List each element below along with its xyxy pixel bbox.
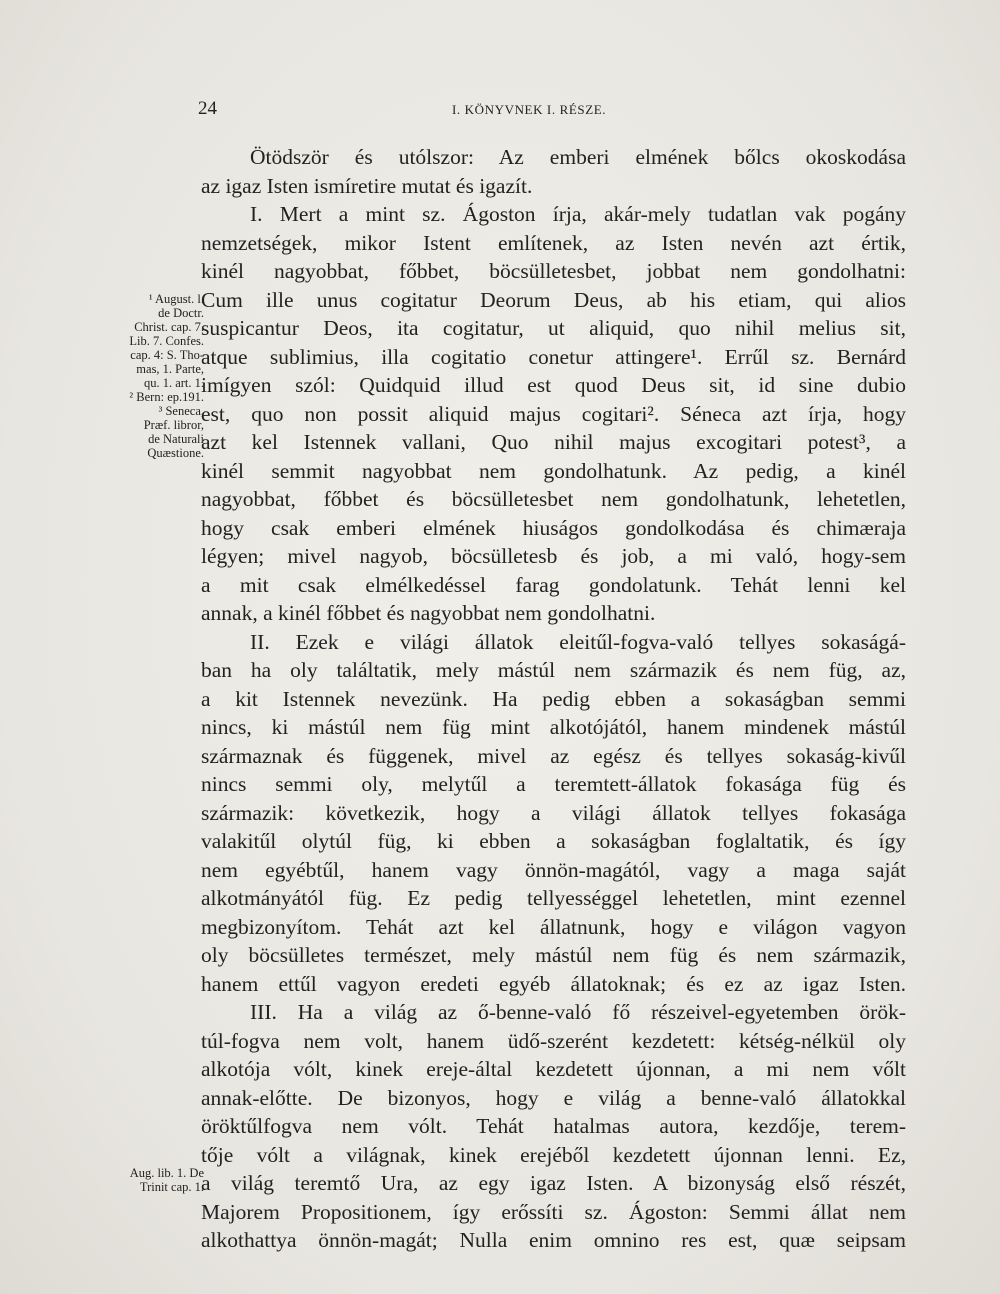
text-line: alkothattya önnön-magát; Nulla enim omnino res est, quæ seipsam: [201, 1228, 906, 1252]
text-line: nagyobbat, főbbet és böcsülletesbet nem gondolhatunk, lehetetlen,: [201, 487, 906, 511]
text-line: légyen; mivel nagyob, böcsülletesb és job, a mi való, hogy-sem: [201, 544, 906, 568]
text-line: III. Ha a világ az ő-benne-való fő részeivel-egyetemben örök-: [250, 1000, 906, 1024]
text-line: nem egyébtűl, hanem vagy önnön-magától, vagy a maga saját: [201, 857, 906, 882]
margin-note-line: ² Bern: ep.191.: [129, 390, 204, 404]
text-line: est, quo non possit aliquid majus cogitari². Séneca azt írja, hogy: [201, 401, 906, 426]
margin-note-line: Aug. lib. 1. De: [129, 1166, 204, 1180]
text-line: kinél semmit nagyobbat nem gondolhatunk. Az pedig, a kinél: [201, 458, 906, 483]
margin-note-line: mas, 1. Parte,: [136, 362, 204, 376]
margin-note-line: Quæstione.: [147, 446, 204, 460]
text-line: öröktűlfogva nem vólt. Tehát hatalmas autora, kezdője, terem-: [201, 1114, 906, 1138]
margin-note-augustine: [96, 1166, 204, 1194]
text-line: annak-előtte. De bizonyos, hogy e világ a benne-való állatokkal: [201, 1085, 906, 1110]
text-line: nincs semmi oly, melytűl a teremtett-állatok fokasága füg és: [201, 772, 906, 796]
margin-note-line: Præf. libror,: [143, 418, 204, 432]
text-line: Ötödször és utólszor: Az emberi elmének bőlcs okoskodása: [250, 145, 906, 169]
text-line: megbizonyítom. Tehát azt kel állatnunk, hogy e világon vagyon: [201, 914, 906, 939]
text-line: nincs, ki mástúl nem füg mint alkotójától, hanem mindenek mástúl: [201, 715, 906, 739]
text-line: a világ teremtő Ura, az egy igaz Isten. A bizonyság első részét,: [201, 1171, 906, 1195]
margin-note-line: cap. 4: S. Tho-: [130, 348, 204, 362]
margin-note-references: [96, 292, 204, 460]
margin-note-line: Lib. 7. Confes.: [129, 334, 204, 348]
margin-note-line: ¹ August. l.: [148, 292, 204, 306]
margin-note-line: ³ Seneca,: [158, 404, 204, 418]
text-line: alkotója vólt, kinek ereje-által kezdetett újonnan, a mi nem vőlt: [201, 1057, 906, 1081]
text-line: annak, a kinél főbbet és nagyobbat nem gondolhatni.: [201, 601, 656, 625]
text-line: Majorem Propositionem, így erőssíti sz. Ágoston: Semmi állat nem: [201, 1199, 906, 1224]
text-line: az igaz Isten ismíretire mutat és igazít.: [201, 173, 533, 198]
text-line: a mit csak elmélkedéssel farag gondolatunk. Tehát lenni kel: [201, 572, 906, 597]
text-line: azt kel Istennek vallani, Quo nihil majus excogitari potest³, a: [201, 430, 906, 454]
margin-note-line: Christ. cap. 7.: [134, 320, 204, 334]
text-line: származnak és függenek, mivel az egész és tellyes sokaság-kivűl: [201, 743, 906, 768]
margin-note-line: de Doctr.: [158, 306, 204, 320]
text-line: oly böcsülletes természet, mely mástúl nem füg és nem származik,: [201, 943, 906, 967]
text-line: alkotmányától füg. Ez pedig tellyességgel lehetetlen, mint ezennel: [201, 886, 906, 910]
text-line: a kit Istennek nevezünk. Ha pedig ebben a sokaságban semmi: [201, 686, 906, 711]
text-line: túl-fogva nem volt, hanem üdő-szerént kezdetett: kétség-nélkül oly: [201, 1028, 906, 1053]
page-number: 24: [198, 98, 217, 119]
text-line: II. Ezek e világi állatok eleitűl-fogva-való tellyes sokaságá-: [250, 629, 906, 654]
text-line: kinél nagyobbat, főbbet, böcsülletesbet, jobbat nem gondolhatni:: [201, 259, 906, 283]
text-line: nemzetségek, mikor Istent említenek, az Isten nevén azt értik,: [201, 230, 906, 255]
margin-note-line: Trinit cap. 1.: [139, 1180, 204, 1194]
text-line: I. Mert a mint sz. Ágoston írja, akár-mely tudatlan vak pogány: [250, 202, 906, 226]
text-line: származik: következik, hogy a világi állatok tellyes fokasága: [201, 800, 906, 825]
header-title: I. KÖNYVNEK I. RÉSZE.: [452, 102, 607, 117]
text-line: Cum ille unus cogitatur Deorum Deus, ab his etiam, qui alios: [201, 287, 906, 312]
text-line: hogy csak emberi elmének hiuságos gondolkodása és chimæraja: [201, 515, 906, 540]
margin-note-line: de Naturali: [148, 432, 204, 446]
text-line: imígyen szól: Quidquid illud est quod Deus sit, id sine dubio: [201, 373, 906, 397]
text-line: valakitűl olytúl füg, ki ebben a sokaságban foglaltatik, és így: [201, 829, 906, 853]
margin-note-line: qu. 1. art. 1.: [143, 376, 204, 390]
text-line: tője vólt a világnak, kinek erejéből kezdetett újonnan lenni. Ez,: [201, 1142, 906, 1167]
text-line: atque sublimius, illa cogitatio conetur attingere¹. Errűl sz. Bernárd: [201, 344, 906, 369]
text-line: hanem ettűl vagyon eredeti egyéb állatoknak; és ez az igaz Isten.: [201, 971, 906, 996]
text-line: ban ha oly találtatik, mely mástúl nem származik és nem füg, az,: [201, 658, 906, 682]
text-line: suspicantur Deos, ita cogitatur, ut aliquid, quo nihil melius sit,: [201, 316, 906, 340]
